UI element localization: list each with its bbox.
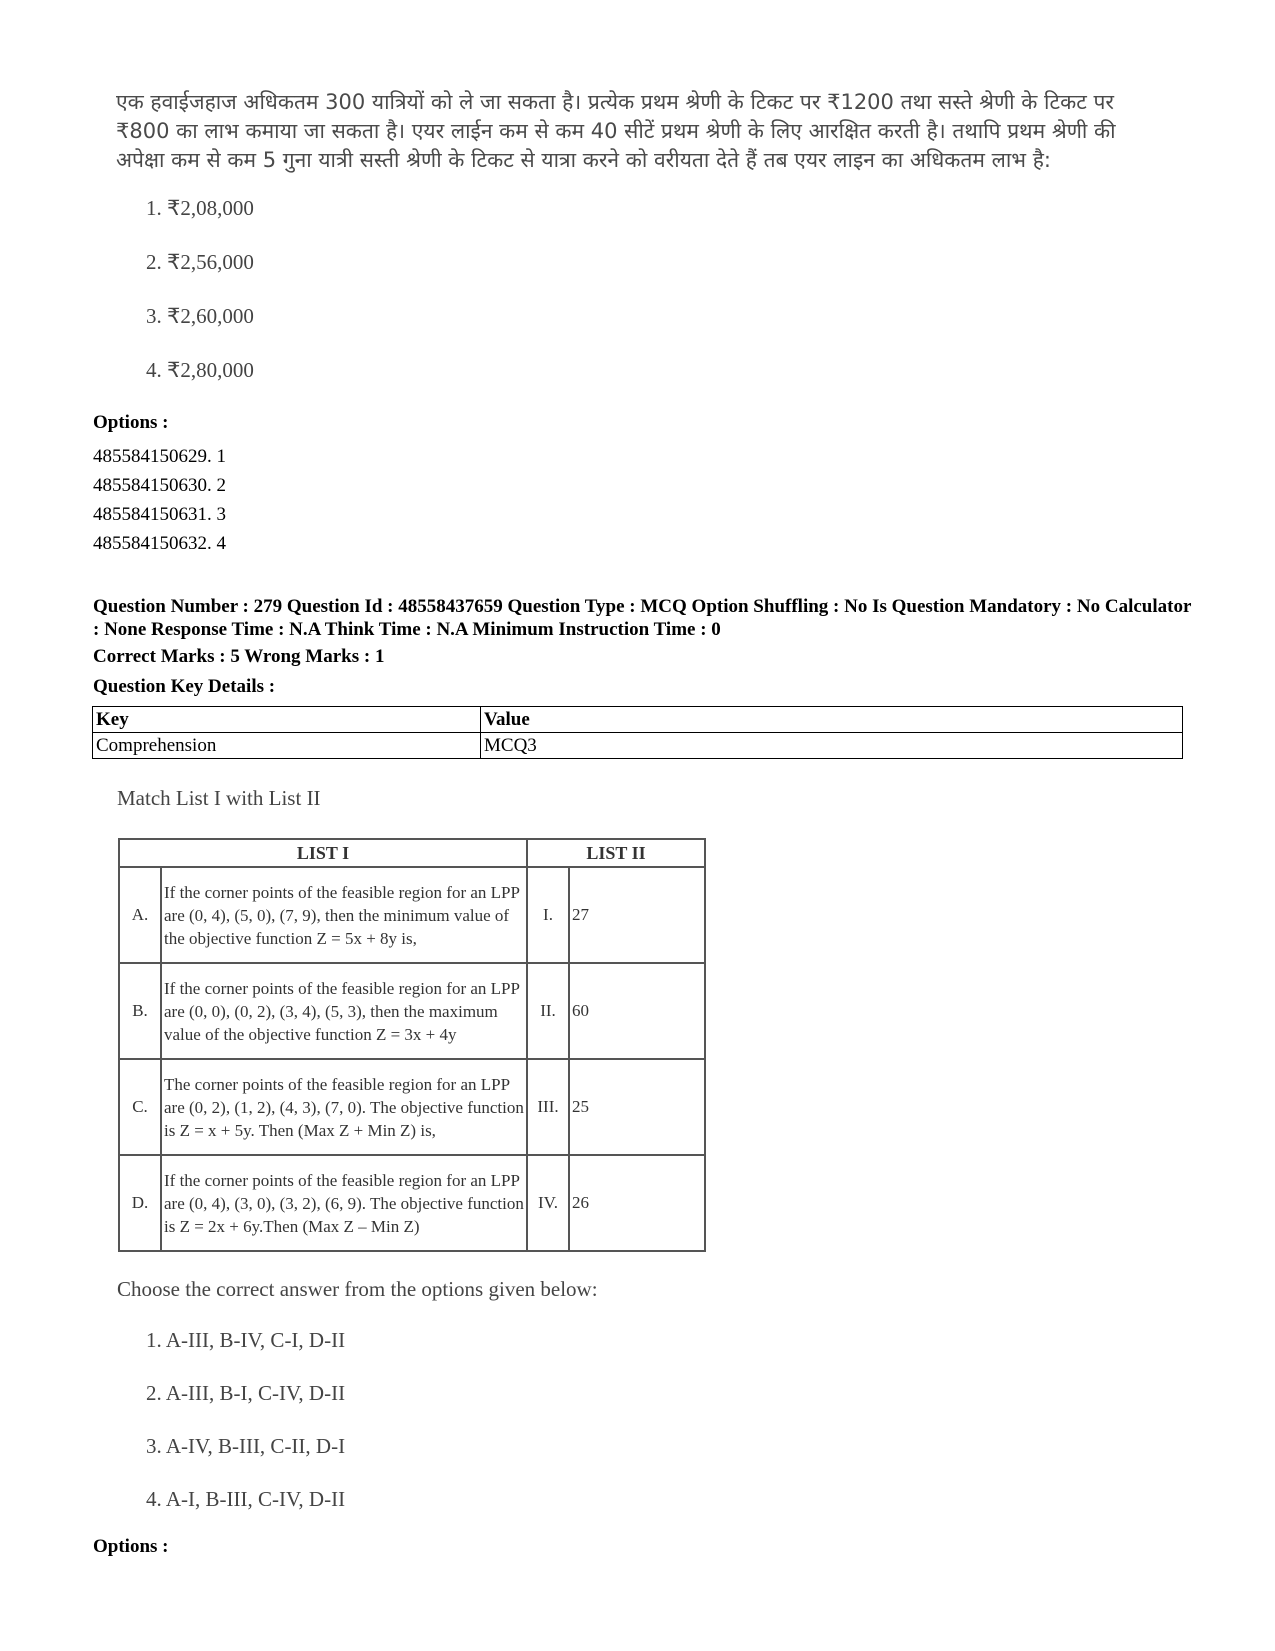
list-2-value: 26	[569, 1155, 705, 1251]
answer-option-4: 4. A-I, B-III, C-IV, D-II	[146, 1487, 346, 1511]
list-2-label: I.	[527, 867, 569, 963]
list-1-text: If the corner points of the feasible region for an LPP are (0, 0), (0, 2), (3, 4), (5, 3), then the maximum value of the objective function Z = 3x + 4y	[161, 963, 527, 1059]
options-label-2: Options :	[93, 1536, 169, 1557]
choose-instruction: Choose the correct answer from the options given below:	[117, 1277, 598, 1301]
answer-options	[146, 1328, 345, 1540]
question-marks: Correct Marks : 5 Wrong Marks : 1	[93, 646, 385, 667]
previous-option-2: 2. ₹2,56,000	[146, 250, 254, 274]
option-id-list	[93, 442, 226, 558]
key-header: Key	[93, 707, 481, 733]
key-details-table	[92, 706, 1183, 759]
previous-option-4: 4. ₹2,80,000	[146, 358, 254, 382]
option-id: 485584150630. 2	[93, 475, 226, 496]
option-id: 485584150632. 4	[93, 533, 226, 554]
option-id: 485584150629. 1	[93, 446, 226, 467]
key-cell: Comprehension	[93, 733, 481, 759]
list-1-text: The corner points of the feasible region for an LPP are (0, 2), (1, 2), (4, 3), (7, 0). The objective function is Z = x + 5y. Then (Max Z + Min Z) is,	[161, 1059, 527, 1155]
option-id: 485584150631. 3	[93, 504, 226, 525]
question-meta: Question Number : 279 Question Id : 48558437659 Question Type : MCQ Option Shuffling : No Is Question Mandatory : No Calculator : None Response Time : N.A Think Time : N.A Minimum Instruction Time : 0	[93, 596, 1192, 640]
previous-question-options	[146, 196, 254, 412]
answer-option-1: 1. A-III, B-IV, C-I, D-II	[146, 1328, 346, 1352]
value-cell: MCQ3	[481, 733, 1183, 759]
key-details-label: Question Key Details :	[93, 676, 276, 697]
answer-option-2: 2. A-III, B-I, C-IV, D-II	[146, 1381, 346, 1405]
list-row	[119, 867, 705, 963]
previous-option-3: 3. ₹2,60,000	[146, 304, 254, 328]
value-header: Value	[481, 707, 1183, 733]
list-2-label: II.	[527, 963, 569, 1059]
list-1-label: B.	[119, 963, 161, 1059]
list-1-label: A.	[119, 867, 161, 963]
list-row	[119, 1155, 705, 1251]
list-1-header: LIST I	[119, 839, 527, 867]
list-row	[119, 1059, 705, 1155]
list-1-text: If the corner points of the feasible region for an LPP are (0, 4), (3, 0), (3, 2), (6, 9). The objective function is Z = 2x + 6y.Then (Max Z – Min Z)	[161, 1155, 527, 1251]
table-header-row	[93, 707, 1183, 733]
answer-option-3: 3. A-IV, B-III, C-II, D-I	[146, 1434, 346, 1458]
list-2-value: 25	[569, 1059, 705, 1155]
match-instruction: Match List I with List II	[117, 786, 321, 810]
list-1-label: D.	[119, 1155, 161, 1251]
list-2-value: 60	[569, 963, 705, 1059]
table-row	[93, 733, 1183, 759]
options-label: Options :	[93, 412, 169, 433]
list-2-header: LIST II	[527, 839, 705, 867]
list-1-label: C.	[119, 1059, 161, 1155]
list-header-row	[119, 839, 705, 867]
previous-question-text: एक हवाईजहाज अधिकतम 300 यात्रियों को ले जा सकता है। प्रत्येक प्रथम श्रेणी के टिकट पर ₹1200 तथा सस्ते श्रेणी के टिकट पर ₹800 का लाभ कमाया जा सकता है। एयर लाईन कम से कम 40 सीटें प्रथम श्रेणी के लिए आरक्षित करती है। तथापि प्रथम श्रेणी की अपेक्षा कम से कम 5 गुना यात्री सस्ती श्रेणी के टिकट से यात्रा करने को वरीयता देते हैं तब एयर लाइन का अधिकतम लाभ है:	[116, 90, 1116, 172]
list-2-label: IV.	[527, 1155, 569, 1251]
match-list-table	[118, 838, 706, 1252]
list-row	[119, 963, 705, 1059]
list-1-text: If the corner points of the feasible region for an LPP are (0, 4), (5, 0), (7, 9), then the minimum value of the objective function Z = 5x + 8y is,	[161, 867, 527, 963]
list-2-label: III.	[527, 1059, 569, 1155]
list-2-value: 27	[569, 867, 705, 963]
previous-option-1: 1. ₹2,08,000	[146, 196, 254, 220]
